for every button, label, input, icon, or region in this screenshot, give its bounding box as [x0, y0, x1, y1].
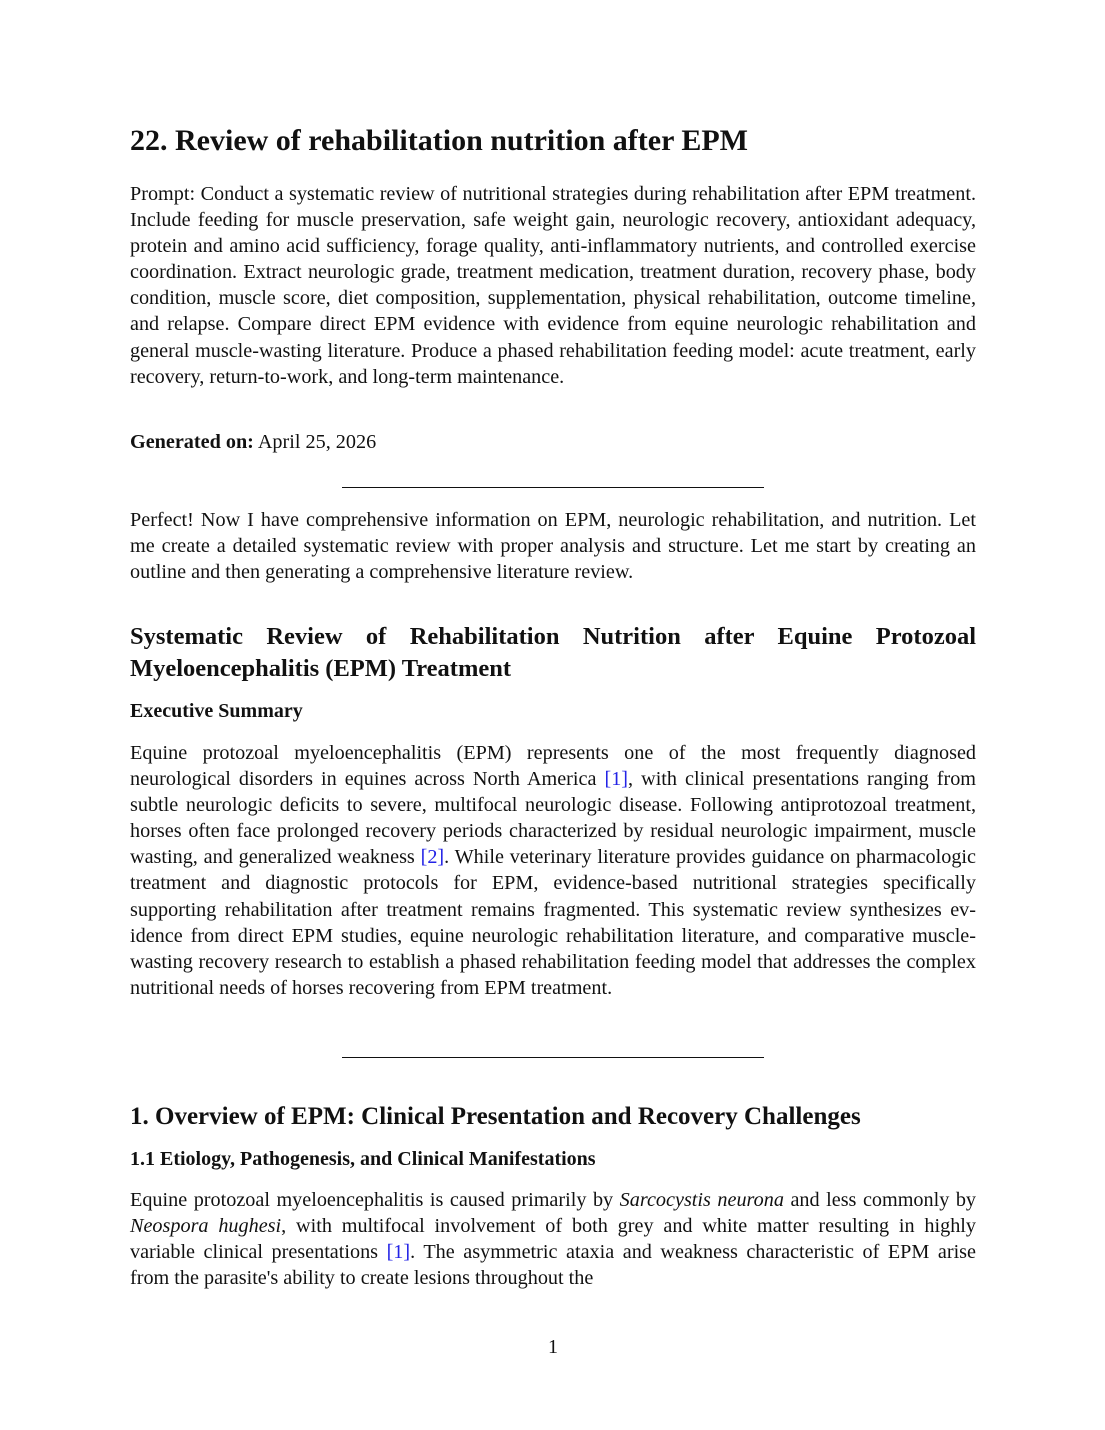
- generated-on-label: Generated on:: [130, 431, 254, 453]
- exec-text-2: , with clinical presentations ranging from subtle neurologic deficits to severe, multifocal neurologic disease. Following antiprotozoal treatment, horses often face prolonged recovery periods characterized by residual neurologic impairment, muscle wasting, and generalized weakness: [130, 768, 976, 869]
- executive-summary-heading: Executive Summary: [130, 700, 303, 722]
- citation-link-1[interactable]: [1]: [604, 768, 629, 791]
- citation-link-1[interactable]: [1]: [386, 1241, 411, 1264]
- etiology-text-2: and less commonly by: [783, 1189, 977, 1211]
- generated-on-date: April 25, 2026: [257, 431, 377, 453]
- etiology-text-1: Equine protozoal myeloencephalitis is caused primarily by: [130, 1189, 620, 1211]
- etiology-paragraph: [130, 1187, 976, 1291]
- exec-text-1: Equine protozoal myeloencephalitis (EPM) represents one of the most frequently diagnosed neurological disorders in equines across North America: [130, 742, 976, 791]
- horizontal-rule: [342, 1057, 764, 1058]
- subsection-1-1-heading: 1.1 Etiology, Pathogenesis, and Clinical Manifestations: [130, 1148, 596, 1170]
- page-number: 1: [548, 1336, 558, 1358]
- section-1-heading: 1. Overview of EPM: Clinical Presentation and Recovery Challenges: [130, 1103, 861, 1130]
- prompt-paragraph: Prompt: Conduct a systematic review of nutritional strategies during rehabilitation after EPM treatment. Include feeding for muscle preservation, safe weight gain, neurologic recovery, antioxidant adequacy, protein and amino acid sufficiency, forage quality, anti-inflammatory nutrients, and controlled exercise coordination. Extract neurologic grade, treatment medication, treatment duration, recovery phase, body condition, muscle score, diet composition, supplementation, physical rehabilitation, outcome timeline, and relapse. Compare direct EPM evidence with evidence from equine neurologic rehabilitation and general muscle-wasting literature. Produce a phased rehabilitation feeding model: acute treatment, early recovery, return-to-work, and long-term maintenance.: [130, 183, 976, 388]
- executive-summary-paragraph: [130, 740, 976, 1001]
- etiology-text-4: . The asymmetric ataxia and weakness characteristic of EPM arise from the parasite's ability to create lesions throughout the: [130, 1241, 977, 1290]
- horizontal-rule: [342, 487, 764, 488]
- species-name: Neospora hughesi: [130, 1215, 282, 1238]
- etiology-text-3: , with multifocal involvement of both grey and white matter resulting in highly variable clinical presentations: [130, 1215, 977, 1264]
- intro-paragraph: Perfect! Now I have comprehensive information on EPM, neurologic rehabilitation, and nutrition. Let me create a detailed systematic review with proper analysis and structure. Let me start by creating an outline and then generating a comprehensive literature review.: [130, 509, 976, 584]
- document-title: 22. Review of rehabilitation nutrition after EPM: [130, 124, 748, 157]
- generated-on: [130, 429, 976, 455]
- citation-link-2[interactable]: [2]: [420, 846, 445, 869]
- review-heading: Systematic Review of Rehabilitation Nutrition after Equine Protozoal Myeloencephalitis (EPM) Treatment: [130, 623, 976, 682]
- species-name: Sarcocystis neurona: [619, 1189, 784, 1211]
- exec-text-3: . While veterinary literature provides guidance on pharmacologic treatment and diagnostic protocols for EPM, evidence-based nutritional strategies specifically supporting rehabilitation after treatment remains fragmented. This systematic review synthesizes evidence from direct EPM studies, equine neurologic rehabilitation literature, and comparative muscle-wasting recovery research to establish a phased rehabilitation feeding model that addresses the complex nutritional needs of horses recovering from EPM treatment.: [130, 846, 976, 999]
